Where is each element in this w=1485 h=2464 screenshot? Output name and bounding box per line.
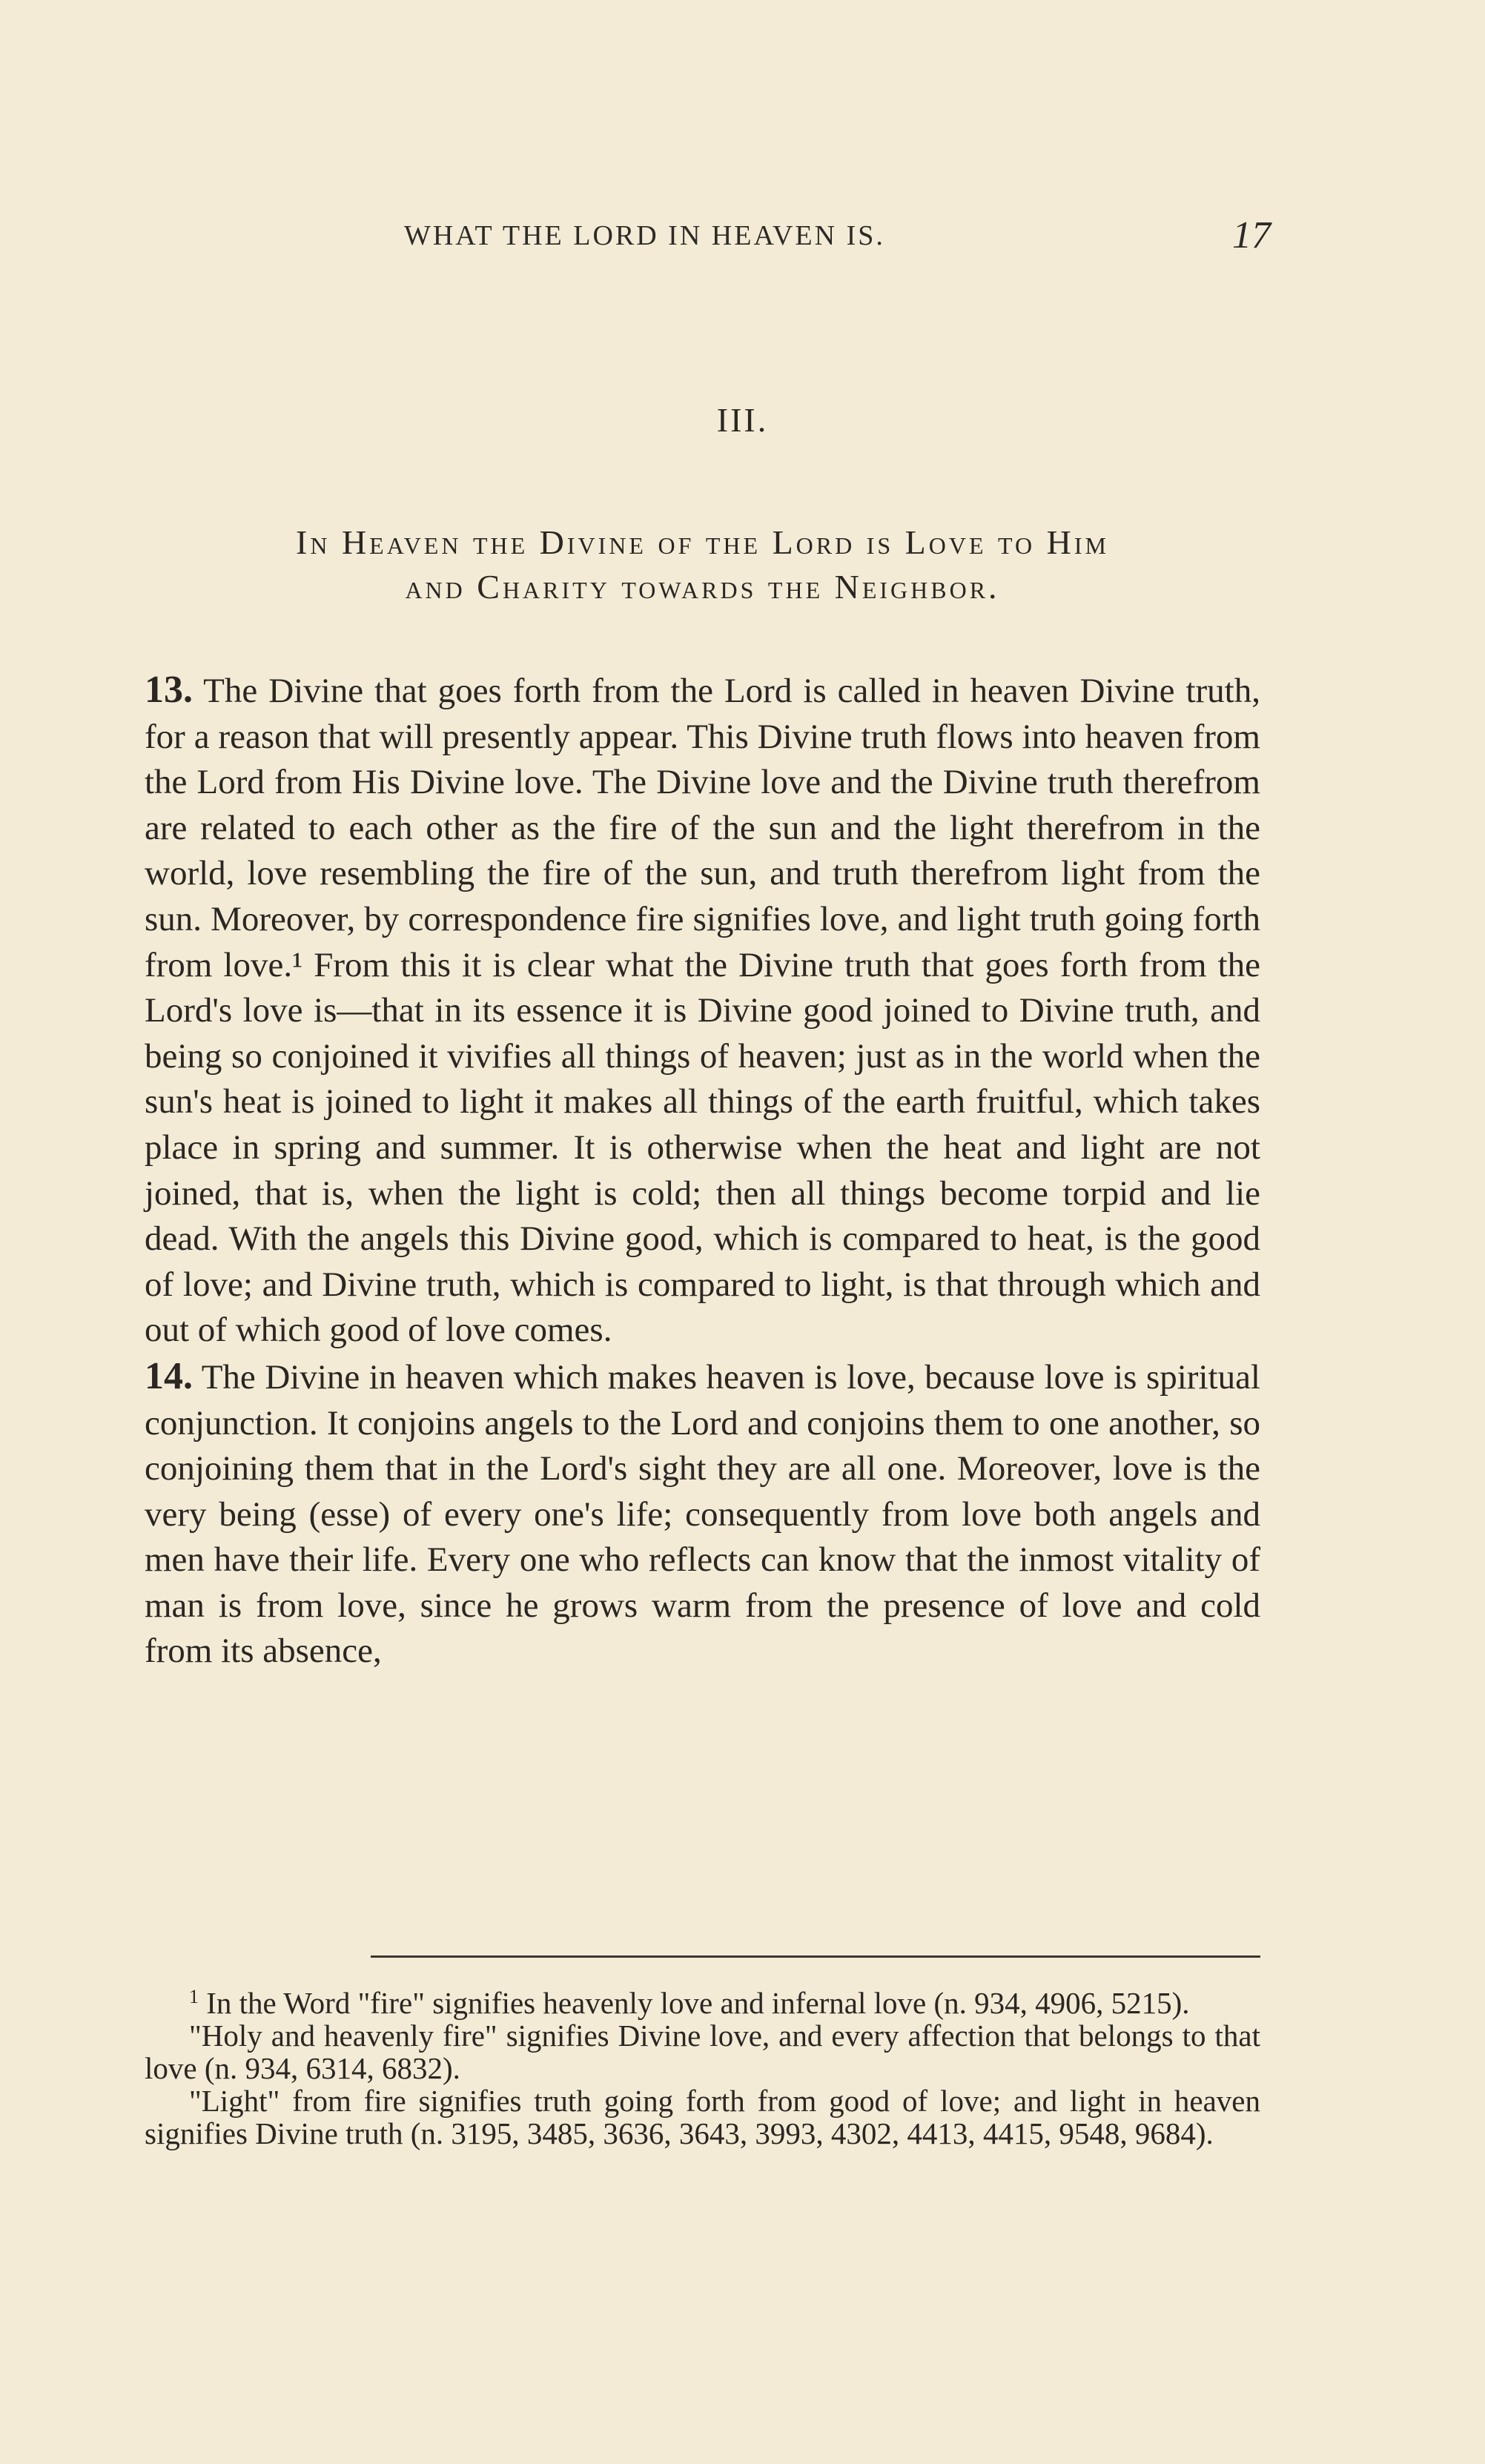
paragraph-13 bbox=[145, 667, 1260, 1354]
footnote-line: $^1$ In the Word "fire" signifies heavenly love and infernal love (n. 934, 4906, 5215). bbox=[189, 1986, 1190, 2020]
footnote-divider bbox=[371, 1955, 1260, 1958]
chapter-title bbox=[145, 520, 1260, 609]
footnotes bbox=[145, 1981, 1260, 2150]
footnote-marker: 1 bbox=[189, 1986, 199, 2007]
page-number: 17 bbox=[1232, 214, 1271, 256]
chapter-title-line-2: and Charity towards the Neighbor. bbox=[405, 568, 1000, 606]
footnote-line: "Holy and heavenly fire" signifies Divine love, and every affection that belongs to that love (n. 934, 6314, 6832). bbox=[145, 2018, 1260, 2085]
body-text bbox=[145, 667, 1260, 1675]
paragraph-number: 14. bbox=[145, 1354, 193, 1397]
footnote-line: "Light" from fire signifies truth going forth from good of love; and light in heaven signifies Divine truth (n. 3195, 3485, 3636, 3643, 3993, 4302, 4413, 4415, 9548, 9684). bbox=[145, 2084, 1260, 2150]
running-head: WHAT THE LORD IN HEAVEN IS. bbox=[404, 220, 885, 251]
chapter-number: III. bbox=[716, 401, 769, 439]
paragraph-text: The Divine that goes forth from the Lord is called in heaven Divine truth, for a reason that will presently appear. This Divine truth flows into heaven from the Lord from His Divine love. The Divine love and the Divine truth therefrom are related to each other as the fire of the sun and the light therefrom in the world, love resembling the fire of the sun, and truth therefrom light from the sun. Moreover, by correspondence fire signifies love, and light truth going forth from love.¹ From this it is clear what the Divine truth that goes forth from the Lord's love is—that in its essence it is Divine good joined to Divine truth, and being so conjoined it vivifies all things of heaven; just as in the world when the sun's heat is joined to light it makes all things of the earth fruitful, which takes place in spring and summer. It is otherwise when the heat and light are not joined, that is, when the light is cold; then all things become torpid and lie dead. With the angels this Divine good, which is compared to heat, is the good of love; and Divine truth, which is compared to light, is that through which and out of which good of love comes. bbox=[145, 672, 1260, 1350]
paragraph-number: 13. bbox=[145, 669, 193, 711]
chapter-title-line-1: In Heaven the Divine of the Lord is Love to Him bbox=[296, 523, 1109, 561]
paragraph-text: The Divine in heaven which makes heaven is love, because love is spiritual conjunction. It conjoins angels to the Lord and conjoins them to one another, so conjoining them that in the Lord's sight they are all one. Moreover, love is the very being (esse) of every one's life; consequently from love both angels and men have their life. Every one who reflects can know that the inmost vitality of man is from love, since he grows warm from the presence of love and cold from its absence, bbox=[145, 1357, 1260, 1671]
paragraph-14 bbox=[145, 1354, 1260, 1675]
